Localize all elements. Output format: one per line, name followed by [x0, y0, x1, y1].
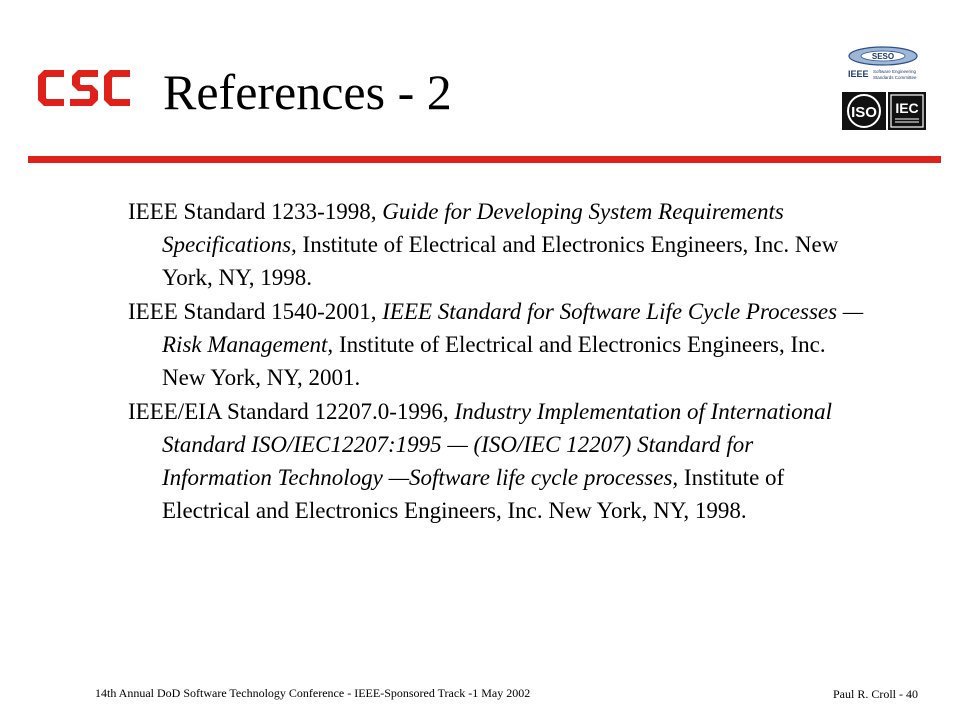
reference-title: Industry Implementation of International Standard ISO/IEC12207:1995 — (ISO/IEC 12207) Standard for Information Technology —Software life cycle processes,	[162, 399, 832, 490]
iso-logo	[842, 92, 886, 130]
svg-text:Software Engineering: Software Engineering	[873, 69, 917, 74]
svg-text:Standards Committee: Standards Committee	[873, 75, 917, 80]
svg-text:IEC: IEC	[895, 100, 919, 116]
reference-title: Guide for Developing System Requirements Specifications,	[162, 199, 784, 257]
svg-text:SESO: SESO	[871, 52, 895, 61]
reference-standard: IEEE Standard 1540-2001,	[128, 299, 383, 324]
iec-logo	[888, 92, 926, 130]
svg-text:IEEE: IEEE	[848, 69, 869, 79]
title-divider	[28, 156, 941, 163]
reference-item	[128, 395, 868, 527]
reference-item	[128, 295, 868, 394]
reference-publisher: Institute of Electrical and Electronics Engineers, Inc. New York, NY, 2001.	[162, 332, 826, 390]
reference-item	[128, 195, 868, 294]
reference-publisher: Institute of Electrical and Electronics Engineers, Inc. New York, NY, 1998.	[162, 232, 839, 290]
reference-standard: IEEE/EIA Standard 12207.0-1996,	[128, 399, 455, 424]
svg-text:ISO: ISO	[851, 104, 877, 121]
page-title: References - 2	[163, 64, 452, 120]
footer-conference: 14th Annual DoD Software Technology Conference - IEEE-Sponsored Track -1 May 2002	[95, 686, 531, 700]
csc-logo	[38, 70, 130, 106]
reference-publisher: Institute of Electrical and Electronics Engineers, Inc. New York, NY, 1998.	[162, 465, 785, 523]
footer-author-page: Paul R. Croll - 40	[832, 687, 918, 701]
ieee-seso-logo	[845, 44, 921, 82]
reference-title: IEEE Standard for Software Life Cycle Processes — Risk Management,	[162, 299, 864, 357]
reference-list	[128, 195, 868, 528]
reference-standard: IEEE Standard 1233-1998,	[128, 199, 383, 224]
